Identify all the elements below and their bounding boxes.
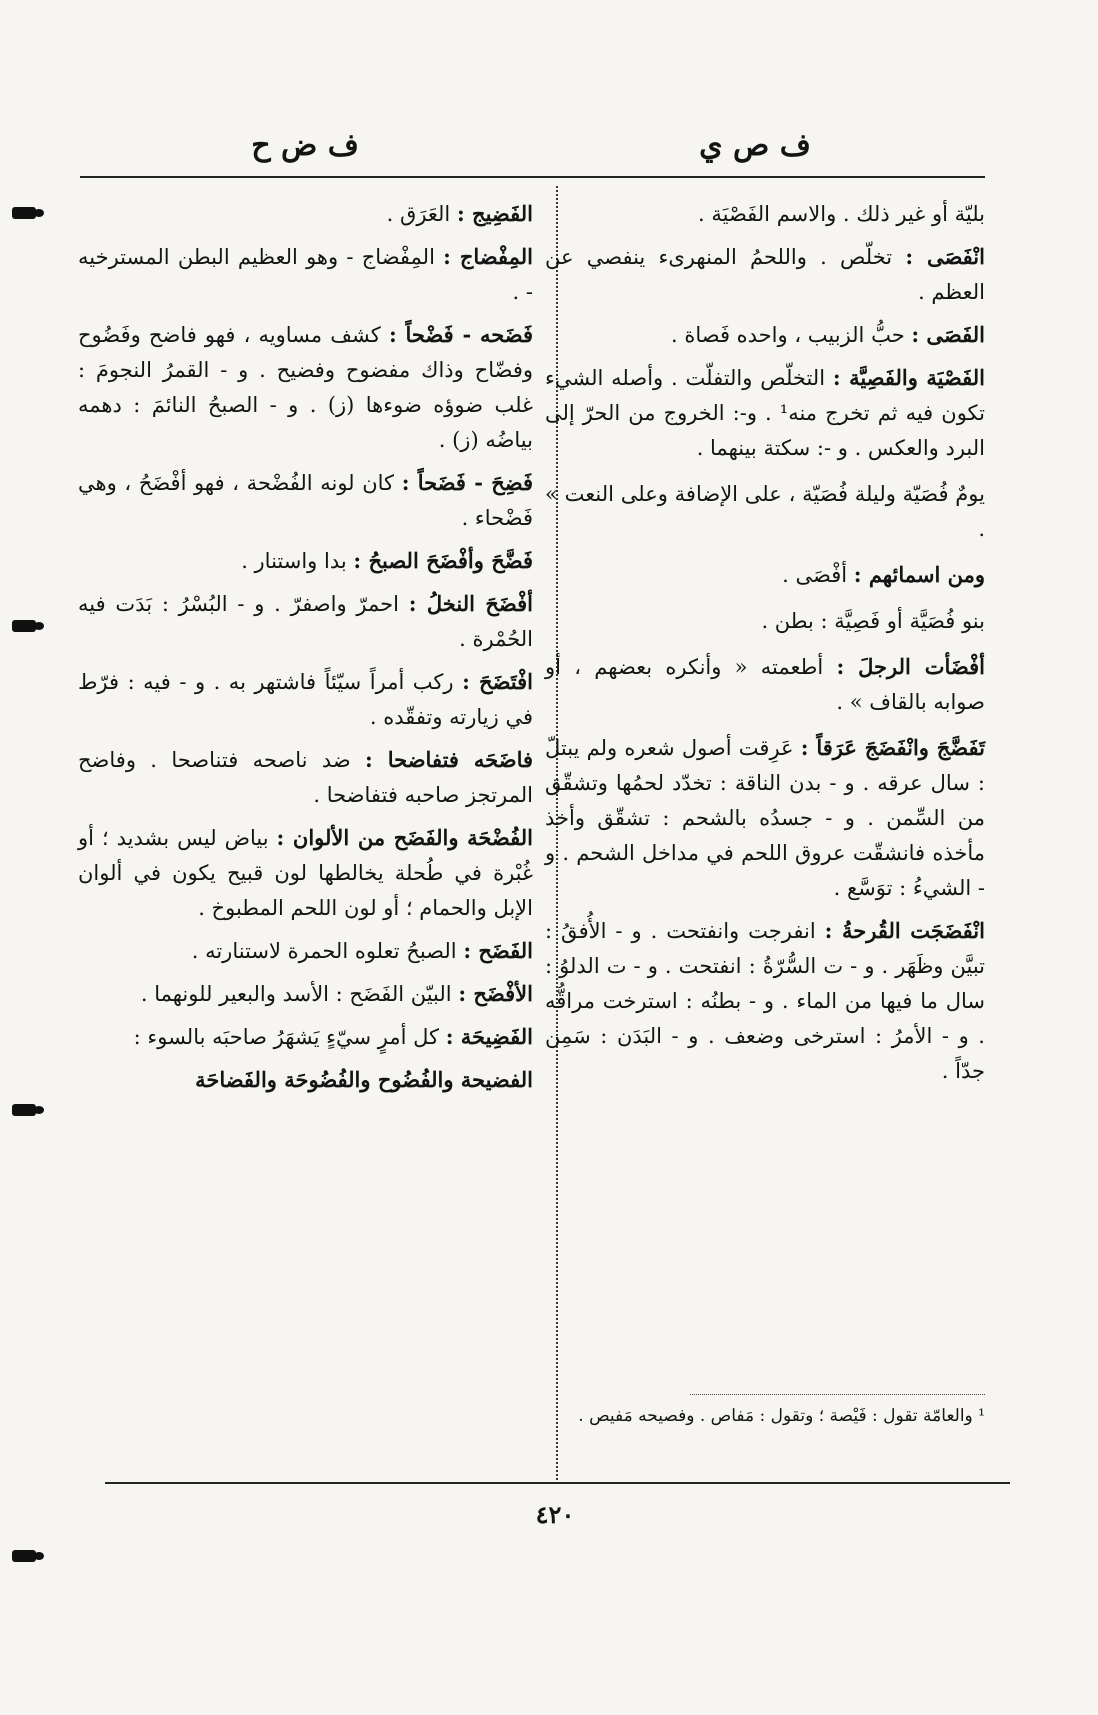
entry-headword: الفَصَى : [911, 322, 985, 347]
left-column [78, 196, 533, 1104]
bottom-rule [105, 1482, 1010, 1484]
entry-text: بدا واستنار . [241, 549, 347, 573]
entry-text: حبُّ الزبيب ، واحده فَصاة . [670, 323, 905, 347]
entry-headword: انْفَضَجَت القُرحةُ : [824, 918, 985, 943]
entry-text: ضد ناصحه فتناصحا . وفاضح المرتجز صاحبه فتفاضحا . [78, 748, 533, 807]
footnote-rule [690, 1394, 985, 1395]
entry-headword: الفَصْيَة والفَصِيَّة : [832, 365, 985, 390]
entry-headword: أفْضَحَ النخلُ : [408, 591, 533, 616]
entry-text: يومٌ فُصَيّة وليلة فُصَيّة ، على الإضافة وعلى النعت » . [545, 482, 985, 541]
footnote: ¹ والعامّة تقول : فَيْصة ؛ وتقول : مَفاص . وفصيحه مَفيص . [578, 1406, 985, 1426]
entry-text: المِفْضاج - وهو العظيم البطن المسترخيه - . [78, 245, 533, 304]
entry [78, 820, 533, 926]
entry-headword: الفَضَح : [463, 938, 533, 963]
right-column [545, 196, 985, 1096]
scan-mark [12, 207, 36, 219]
entry-text: احمرّ واصفرّ . و - البُسْرُ : بَدَت فيه الحُمْرة . [78, 592, 533, 651]
entry-headword: فاضَحَه فتفاضحا : [365, 747, 534, 772]
entry [545, 476, 985, 547]
entry-headword: فَضَّحَ وأفْضَحَ الصبحُ : [353, 548, 533, 573]
entry [78, 465, 533, 536]
entry [78, 586, 533, 657]
entry-text: كان لونه الفُضْحة ، فهو أفْضَحُ ، وهي فَضْحاء . [78, 471, 533, 530]
entry-text: البيّن الفَضَح : الأسد والبعير للونهما . [140, 982, 452, 1006]
entry-headword: تَفَضَّجَ وانْفَضَجَ عَرَقاً : [800, 735, 985, 760]
entry-headword: فَضِحَ - فَضَحاً : [401, 470, 533, 495]
entry [78, 933, 533, 969]
entry [545, 913, 985, 1089]
entry-text: بياض ليس بشديد ؛ أو غُبْرة في طُحلة يخالطها لون قبيح يكون في ألوان الإبل والحمام ؛ أو لون اللحم المطبوخ . [78, 826, 533, 920]
entry-text: أفْصَى . [782, 563, 848, 587]
scan-mark [12, 1550, 36, 1562]
entry [78, 239, 533, 310]
entry-text: بنو فُصَيَّة أو فَصِيَّة : بطن . [761, 609, 985, 633]
entry [545, 603, 985, 639]
entry [78, 317, 533, 458]
entry-text: الفضيحة والفُضُوح والفُضُوحَة والفَضاحَة [195, 1067, 533, 1092]
entry-text: ركب أمراً سيّئاً فاشتهر به . و - فيه : فرّط في زيارته وتفقّده . [78, 670, 533, 729]
entry-headword: الفَضِيج : [456, 201, 533, 226]
entry [545, 557, 985, 593]
entry-text: أطعمته « وأنكره بعضهم ، أو صوابه بالقاف » . [545, 655, 985, 714]
entry [78, 1062, 533, 1097]
entry-headword: انْفَصَى : [905, 244, 985, 269]
scan-mark [12, 1104, 36, 1116]
page-number: ٤٢٠ [535, 1500, 575, 1529]
entry-headword: أفْضَأت الرجلَ : [836, 654, 985, 679]
entry [78, 196, 533, 232]
entry-headword: الأفْضَح : [458, 981, 533, 1006]
entry [545, 730, 985, 906]
entry [545, 360, 985, 466]
entry-text: انفرجت وانفتحت . و - الأُفقُ : تبيَّن وظَهَر . و - ت السُّرّةُ : انفتحت . و - ت الدلوُ : سال ما فيها من الماء . و - بطنُه : استرخت مراقُّه . و - الأمرُ : استرخى وضعف . و - البَدَن : سَمِن جدّاً . [545, 919, 985, 1083]
entry-text: العَرَق . [386, 202, 451, 226]
entry-text: كشف مساويه ، فهو فاضح وفَضُوح وفضّاح وذاك مفضوح وفضيح . و - القمرُ النجومَ : غلب ضوؤه ضوءها (ز) . و - الصبحُ النائمَ : دهمه بياضُه (ز) . [78, 323, 533, 452]
entry-headword: فَضَحه - فَضْحاً : [388, 322, 534, 347]
entry-headword: الفُضْحَة والفَضَح من الألوان : [276, 825, 533, 850]
entry-headword: ومن اسمائهم : [853, 562, 985, 587]
entry-text: تخلّص . واللحمُ المنهرىء ينفصي عن العظم . [545, 245, 985, 304]
header-rule [80, 176, 985, 178]
entry [545, 649, 985, 720]
entry [78, 543, 533, 579]
entry [78, 742, 533, 813]
entry [545, 239, 985, 310]
entry-text: بليّة أو غير ذلك . والاسم الفَصْيَة . [698, 202, 985, 226]
entry-headword: المِفْضاج : [443, 244, 533, 269]
entry-headword: الفَضِيحَة : [445, 1024, 533, 1049]
scan-mark [12, 620, 36, 632]
entry-headword: افْتَضَحَ : [462, 669, 533, 694]
entry [545, 317, 985, 353]
entry-text: عَرِقت أصول شعره ولم يبتلّ : سال عرقه . و - بدن الناقة : تخدّد لحمُها وتشقّق من السِّمن . و - جسدُه بالشحم : تشقّق وأخذ مأخذه فانشقّت عروق اللحم في مداخل الشحم . و - الشيءُ : توَسَّع . [545, 736, 985, 900]
entry [545, 196, 985, 232]
entry-text: كل أمرٍ سيّءٍ يَشهَرُ صاحبَه بالسوء : [133, 1025, 440, 1049]
entry [78, 1019, 533, 1055]
entry-text: الصبحُ تعلوه الحمرة لاستنارته . [191, 939, 457, 963]
header-root-right: ف ص ي [699, 128, 811, 163]
entry-text: التخلّص والتفلّت . وأصله الشيء تكون فيه ثم تخرج منه¹ . و-: الخروج من الحرّ إلى البرد والعكس . و -: سكتة بينهما . [545, 366, 985, 460]
header-root-left: ف ض ح [251, 128, 359, 163]
entry [78, 976, 533, 1012]
entry [78, 664, 533, 735]
